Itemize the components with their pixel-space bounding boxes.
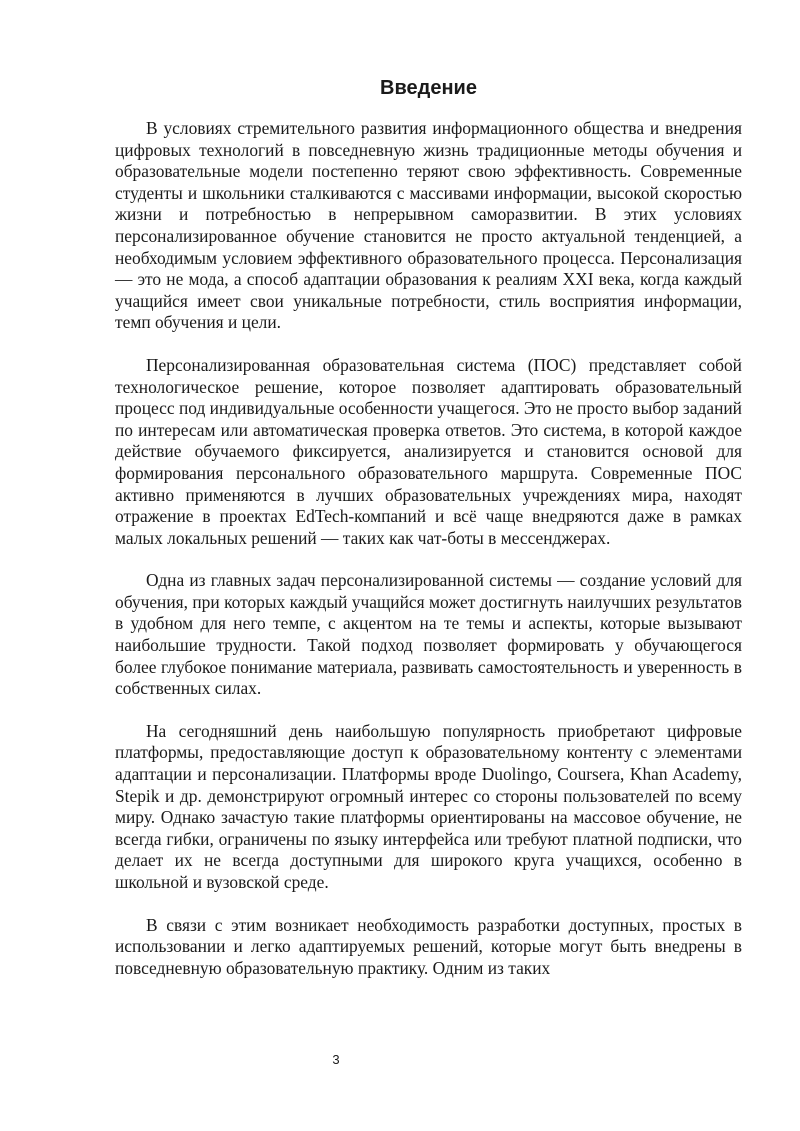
paragraph-1: В условиях стремительного развития информационного общества и внедрения цифровых технологий в повседневную жизнь традиционные методы обучения и образовательные модели постепенно теряют свою эффективность. Современные студенты и школьники сталкиваются с массивами информации, высокой скоростью жизни и потребностью в непрерывном саморазвитии. В этих условиях персонализированное обучение становится не просто актуальной тенденцией, а необходимым условием эффективного образовательного процесса. Персонализация — это не мода, а способ адаптации образования к реалиям XXI века, когда каждый учащийся имеет свои уникальные потребности, стиль восприятия информации, темп обучения и цели.	[115, 118, 742, 333]
document-page	[115, 74, 742, 979]
paragraph-5: В связи с этим возникает необходимость разработки доступных, простых в использовании и легко адаптируемых решений, которые могут быть внедрены в повседневную образовательную практику. Одним из таких	[115, 914, 742, 978]
page-number: 3	[332, 1052, 340, 1067]
page-title: Введение	[380, 77, 477, 99]
paragraph-2: Персонализированная образовательная система (ПОС) представляет собой технологическое решение, которое позволяет адаптировать образовательный процесс под индивидуальные особенности учащегося. Это не просто выбор заданий по интересам или автоматическая проверка ответов. Это система, в которой каждое действие обучаемого фиксируется, анализируется и становится основой для формирования персонального образовательного маршрута. Современные ПОС активно применяются в лучших образовательных учреждениях мира, находят отражение в проектах EdTech-компаний и всё чаще внедряются даже в рамках малых локальных решений — таких как чат-боты в мессенджерах.	[115, 354, 742, 548]
paragraph-3: Одна из главных задач персонализированной системы — создание условий для обучения, при которых каждый учащийся может достигнуть наилучших результатов в удобном для него темпе, с акцентом на те темы и аспекты, которые вызывают наибольшие трудности. Такой подход позволяет формировать у обучающегося более глубокое понимание материала, развивать самостоятельность и уверенность в собственных силах.	[115, 570, 742, 699]
paragraph-4: На сегодняшний день наибольшую популярность приобретают цифровые платформы, предоставляющие доступ к образовательному контенту с элементами адаптации и персонализации. Платформы вроде Duolingo, Coursera, Khan Academy, Stepik и др. демонстрируют огромный интерес со стороны пользователей по всему миру. Однако зачастую такие платформы ориентированы на массовое обучение, не всегда гибки, ограничены по языку интерфейса или требуют платной подписки, что делает их не всегда доступными для широкого круга учащихся, особенно в школьной и вузовской среде.	[115, 720, 742, 892]
